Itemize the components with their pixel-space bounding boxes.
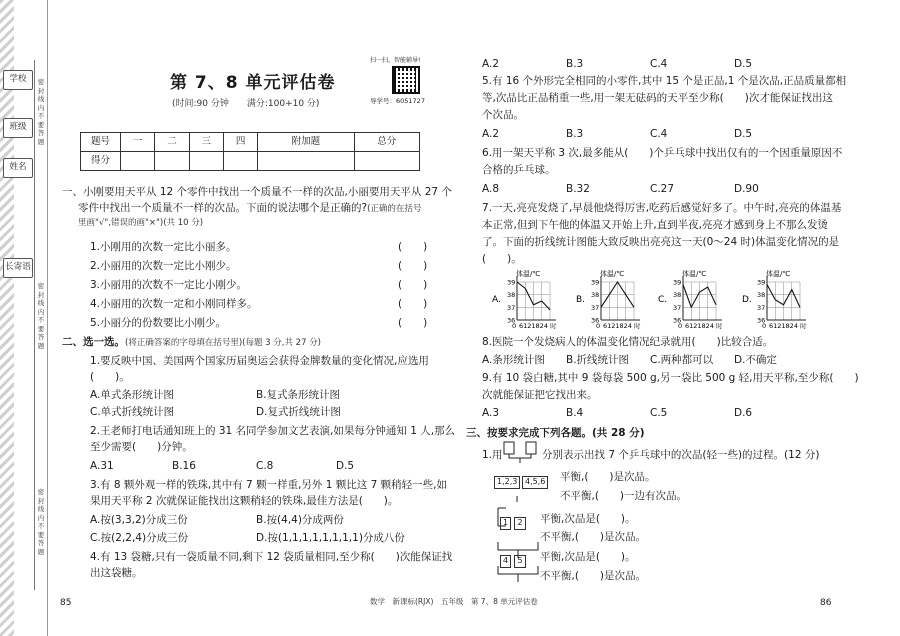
y-tick-label: 39 [673, 278, 682, 287]
section-3-title: 三、按要求完成下列各题。(共 28 分) [466, 427, 645, 439]
question-2: 2.王老师打电话通知班上的 31 名同学参加文艺表演,如果每分钟通知 1 人,那么 [90, 425, 456, 437]
class-field-label: 班级 [3, 118, 33, 138]
page-number-left: 85 [60, 598, 72, 608]
score-input-cell[interactable] [223, 152, 257, 171]
balance-beam [509, 454, 531, 463]
seal-text: 密封线内不要答题 [37, 282, 45, 350]
section-2-heading: 二、选一选。 [62, 336, 125, 348]
option[interactable]: D.5 [734, 128, 753, 140]
question-2-cont: 至少需要( )分钟。 [90, 441, 193, 453]
y-tick-label: 36 [673, 316, 682, 325]
option[interactable]: D.不确定 [734, 354, 777, 366]
option[interactable]: C.按(2,2,4)分成三份 [90, 532, 189, 544]
option[interactable]: C.8 [256, 460, 274, 472]
answer-paren[interactable]: ( ) [398, 279, 428, 291]
y-tick-label: 36 [507, 316, 516, 325]
option[interactable]: A.3 [482, 407, 500, 419]
page-number-right: 86 [820, 598, 832, 608]
tree-branch [498, 566, 538, 582]
chart-ylabel: 体温/℃ [600, 270, 625, 278]
question-6: 6.用一架天平称 3 次,最多能从( )个乒乓球中找出仅有的一个因重量原因不 [482, 147, 843, 159]
section-1-title: 一、小刚要用天平从 12 个零件中找出一个质量不一样的次品,小丽要用天平从 27 个 [62, 186, 452, 198]
table-cell: 四 [223, 133, 257, 152]
table-cell: 一 [121, 133, 155, 152]
balance-pan-right [526, 442, 536, 454]
problem-1-text: 分别表示出找 7 个乒乓球中的次品(轻一些)的过程。(12 分) [542, 449, 820, 461]
question-4-cont: 出这袋糖。 [90, 567, 143, 579]
answer-paren[interactable]: ( ) [398, 260, 428, 272]
y-tick-label: 37 [507, 303, 516, 312]
option[interactable]: D.5 [734, 58, 753, 70]
option[interactable]: C.5 [650, 407, 668, 419]
question-4: 4.有 13 袋糖,只有一袋质量不同,剩下 12 袋质量相同,至少称( )次能保证找 [90, 551, 453, 563]
table-row [81, 152, 420, 171]
chart-ylabel: 体温/℃ [766, 270, 791, 278]
tree-result: 不平衡,( )是次品。 [540, 531, 647, 543]
option[interactable]: D.90 [734, 183, 759, 195]
question-3-cont: 果用天平称 2 次就保证能找出这颗稍轻的铁珠,最佳方法是( )。 [90, 495, 399, 507]
option[interactable]: A.单式条形统计图 [90, 389, 174, 401]
chart-ylabel: 体温/℃ [516, 270, 541, 278]
option[interactable]: B.32 [566, 183, 590, 195]
table-cell: 题号 [81, 133, 121, 152]
option[interactable]: C.两种都可以 [650, 354, 714, 366]
chart-option-label: C. [658, 295, 668, 305]
tree-result: 不平衡,( )一边有次品。 [560, 490, 688, 502]
x-tick-labels: 6121824 时 [685, 322, 723, 330]
table-cell: 三 [189, 133, 223, 152]
option[interactable]: D.5 [336, 460, 355, 472]
tree-box-left [494, 474, 520, 489]
option[interactable]: C.单式折线统计图 [90, 406, 175, 418]
option[interactable]: C.27 [650, 183, 675, 195]
origin-label: 0 [678, 322, 683, 330]
option[interactable]: B.按(4,4)分成两份 [256, 514, 344, 526]
score-input-cell[interactable] [121, 152, 155, 171]
page-footer: 数学 新课标(RJX) 五年级 第 7、8 单元评估卷 [370, 597, 538, 606]
y-tick-label: 36 [757, 316, 766, 325]
tree-ball-5: 5 [514, 555, 525, 568]
seal-line [34, 60, 35, 590]
option[interactable]: D.按(1,1,1,1,1,1,1,1)分成八份 [256, 532, 405, 544]
section-1-note: (正确的在括号 [367, 204, 422, 214]
origin-label: 0 [512, 322, 517, 330]
table-cell: 附加题 [258, 133, 354, 152]
problem-1-lead: 1.用 [482, 449, 503, 461]
answer-paren[interactable]: ( ) [398, 317, 428, 329]
qr-id: 导学号：6051727 [370, 97, 425, 105]
section-2-title [62, 335, 321, 349]
score-input-cell[interactable] [155, 152, 189, 171]
origin-label: 0 [762, 322, 767, 330]
score-input-cell[interactable] [258, 152, 354, 171]
tree-box-row3 [500, 553, 526, 568]
section-1-note-cont: 里画"√",错误的画"×")(共 10 分) [78, 218, 204, 228]
tree-result: 平衡,次品是( )。 [540, 551, 636, 563]
question-5-cont: 个次品。 [482, 109, 524, 121]
chart-option-label: A. [492, 295, 501, 305]
option[interactable]: B.3 [566, 58, 584, 70]
judge-item: 1.小刚用的次数一定比小丽多。 [90, 241, 237, 253]
question-7-cont: 本正常,但到下午他的体温又开始上升,直到半夜,亮亮才感到身上不那么发烫 [482, 219, 829, 231]
option[interactable]: A.条形统计图 [482, 354, 545, 366]
question-1-cont: ( )。 [90, 371, 130, 383]
tree-group-123: 1,2,3 [494, 476, 520, 489]
score-table [80, 132, 420, 171]
judge-item: 2.小丽用的次数一定比小刚少。 [90, 260, 237, 272]
tree-ball-1: 1 [500, 517, 511, 530]
section-2-note: (将正确答案的字母填在括号里)(每题 3 分,共 27 分) [125, 338, 321, 348]
score-input-cell[interactable] [354, 152, 419, 171]
option[interactable]: B.3 [566, 128, 584, 140]
parent-note-label: 长寄语 [3, 258, 33, 278]
temperature-chart-d[interactable] [742, 268, 822, 330]
option[interactable]: B.4 [566, 407, 584, 419]
y-tick-label: 38 [757, 291, 766, 300]
tree-group-456: 4,5,6 [522, 476, 548, 489]
y-tick-label: 37 [673, 303, 682, 312]
option[interactable]: A.按(3,3,2)分成三份 [90, 514, 188, 526]
temperature-chart-c[interactable] [658, 268, 738, 330]
y-tick-label: 36 [591, 316, 600, 325]
tree-result: 平衡,次品是( )。 [540, 513, 636, 525]
seal-text: 密封线内不要答题 [37, 488, 45, 556]
y-tick-label: 39 [757, 278, 766, 287]
balance-pan-left [504, 442, 514, 454]
temperature-chart-b[interactable] [576, 268, 656, 330]
judge-item: 4.小丽用的次数一定和小刚同样多。 [90, 298, 258, 310]
x-tick-labels: 6121824 时 [603, 322, 641, 330]
name-field-label: 姓名 [3, 158, 33, 178]
question-5: 5.有 16 个外形完全相同的小零件,其中 15 个是正品,1 个是次品,正品质量都相 [482, 75, 847, 87]
section-1-title-text: 零件中找出一个质量不一样的次品。下面的说法哪个是正确的? [78, 202, 368, 214]
option[interactable]: B.16 [172, 460, 196, 472]
table-cell: 总分 [354, 133, 419, 152]
seal-text: 密封线内不要答题 [37, 78, 45, 146]
question-7: 7.一天,亮亮发烧了,早晨他烧得厉害,吃药后感觉好多了。中午时,亮亮的体温基 [482, 202, 842, 214]
table-cell: 得分 [81, 152, 121, 171]
option[interactable]: A.31 [90, 460, 114, 472]
option[interactable]: C.4 [650, 128, 668, 140]
chart-option-label: B. [576, 295, 586, 305]
page-subtitle: (时间:90 分钟 满分:100+10 分) [172, 99, 320, 109]
balance-icon [502, 440, 538, 464]
tree-box-right [522, 474, 548, 489]
option[interactable]: D.6 [734, 407, 753, 419]
y-tick-label: 38 [591, 291, 600, 300]
answer-paren[interactable]: ( ) [398, 298, 428, 310]
option[interactable]: A.2 [482, 128, 500, 140]
tree-result: 不平衡,( )是次品。 [540, 570, 647, 582]
question-7-cont: 了。下面的折线统计图能大致反映出亮亮这一天(0～24 时)体温变化情况的是 [482, 236, 840, 248]
school-field-label: 学校 [3, 70, 33, 90]
option[interactable]: A.8 [482, 183, 500, 195]
judge-item: 3.小丽用的次数不一定比小刚少。 [90, 279, 248, 291]
judge-item: 5.小丽分的份数要比小刚少。 [90, 317, 227, 329]
qr-caption: 扫一扫，智能辅导! [370, 57, 421, 64]
option[interactable]: D.复式折线统计图 [256, 406, 341, 418]
option[interactable]: B.折线统计图 [566, 354, 630, 366]
y-tick-label: 39 [591, 278, 600, 287]
binding-strip [0, 0, 48, 636]
option[interactable]: B.复式条形统计图 [256, 389, 341, 401]
y-tick-label: 37 [591, 303, 600, 312]
question-7-cont: ( )。 [482, 253, 522, 265]
tree-ball-4: 4 [500, 555, 511, 568]
x-tick-labels: 6121824 时 [519, 322, 557, 330]
y-tick-label: 39 [507, 278, 516, 287]
page-title: 第 7、8 单元评估卷 [170, 73, 336, 93]
x-tick-labels: 6121824 时 [769, 322, 807, 330]
table-row [81, 133, 420, 152]
chart-option-label: D. [742, 295, 752, 305]
y-tick-label: 37 [757, 303, 766, 312]
temperature-chart-a[interactable] [492, 268, 572, 330]
question-3: 3.有 8 颗外观一样的铁珠,其中有 7 颗一样重,另外 1 颗比这 7 颗稍轻一些,如 [90, 479, 447, 491]
option[interactable]: A.2 [482, 58, 500, 70]
y-tick-label: 38 [673, 291, 682, 300]
tree-box-row2 [500, 515, 526, 530]
question-5-cont: 等,次品比正品稍重一些,用一架无砝码的天平至少称( )次才能保证找出这 [482, 92, 833, 104]
question-9-cont: 次就能保证把它找出来。 [482, 389, 598, 401]
question-6-cont: 合格的乒乓球。 [482, 164, 556, 176]
tree-result: 平衡,( )是次品。 [560, 471, 656, 483]
section-1-title-cont [78, 201, 421, 215]
option[interactable]: C.4 [650, 58, 668, 70]
y-tick-label: 38 [507, 291, 516, 300]
question-8: 8.医院一个发烧病人的体温变化情况纪录就用( )比较合适。 [482, 336, 774, 348]
question-9: 9.有 10 袋白糖,其中 9 袋每袋 500 g,另一袋比 500 g 轻,用天平称,至少称( ) [482, 372, 859, 384]
question-1: 1.要反映中国、美国两个国家历届奥运会获得金牌数量的变化情况,应选用 [90, 355, 429, 367]
origin-label: 0 [596, 322, 601, 330]
binding-pattern [0, 0, 14, 636]
answer-paren[interactable]: ( ) [398, 241, 428, 253]
qr-code-icon[interactable] [392, 66, 420, 94]
tree-ball-2: 2 [514, 517, 525, 530]
score-input-cell[interactable] [189, 152, 223, 171]
table-cell: 二 [155, 133, 189, 152]
chart-ylabel: 体温/℃ [682, 270, 707, 278]
